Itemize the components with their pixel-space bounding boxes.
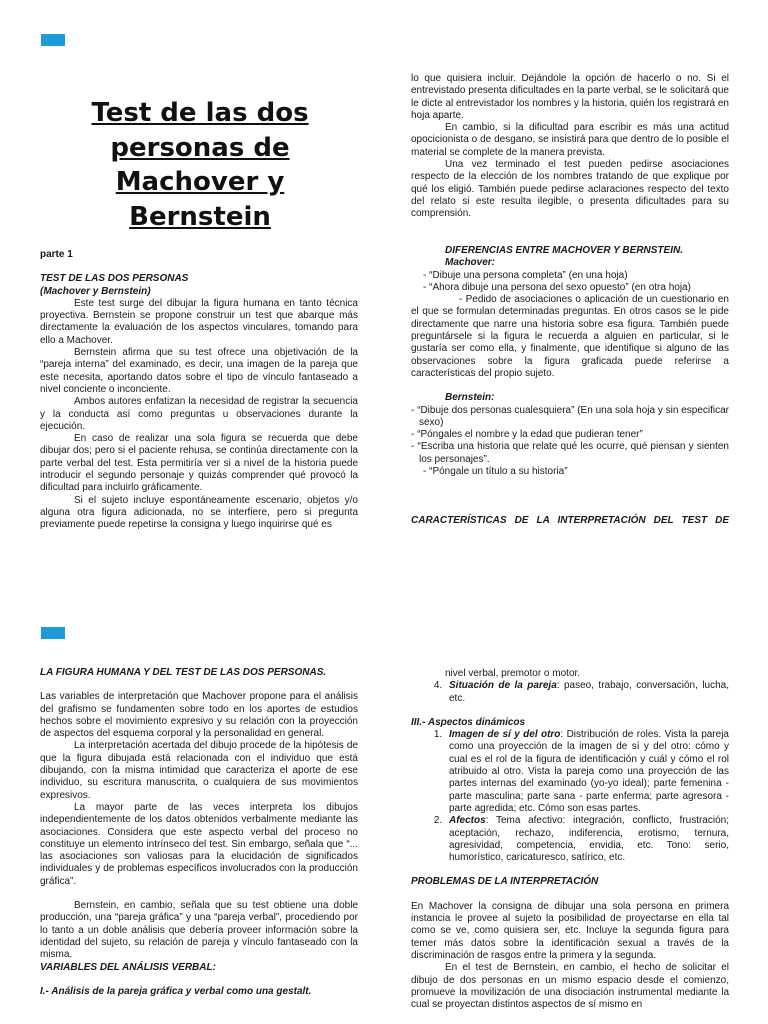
page1-right-column	[411, 73, 729, 221]
section-heading: TEST DE LAS DOS PERSONAS	[40, 273, 189, 285]
numbered-list	[411, 680, 729, 705]
paragraph: Ambos autores enfatizan la necesidad de registrar la secuencia y la conducta así como preguntas u observaciones durante la ejecución.	[40, 396, 358, 432]
paragraph: En el test de Bernstein, en cambio, el hecho de solicitar el dibujo de dos personas en un mismo espacio desde el comienzo, promueve la movilización de una disociación instrumental mediante la cual se proyectan distintos aspectos de sí mismo en	[411, 962, 729, 1011]
paragraph: Las variables de interpretación que Machover propone para el análisis del grafismo se fundamenten sobre todo en los aportes de estudios hechos sobre el movimiento expresivo y su relación con la proyección de aspectos del esquema corporal y la personalidad en general.	[40, 691, 358, 740]
list-item: - “Escriba una historia que relate qué les ocurre, qué piensan y sienten los personajes”.	[411, 441, 729, 465]
list-item: - “Dibuje una persona completa” (en una hoja)	[423, 269, 628, 281]
paragraph: Bernstein afirma que su test ofrece una objetivación de la “pareja interna” del examinado, es decir, una imagen de la pareja que este necesita, aportando datos sobre el tipo de vínculo fantaseado a nivel conciente o inconciente.	[40, 347, 358, 395]
page1-left-column	[40, 249, 358, 532]
continued-line: nivel verbal, premotor o motor.	[445, 668, 581, 679]
paragraph: En Machover la consigna de dibujar una sola persona en primera instancia le provee al sujeto la posibilidad de proyectarse en ella tal como se ve, como quisiera ser, etc. Incluye la segunda figura para temer más datos sobre la identificación sexual a través de la discriminación de rasgos entre la primera y la segunda.	[411, 900, 729, 961]
page2-right-column	[411, 668, 729, 1011]
characteristics-heading: CARACTERÍSTICAS DE LA INTERPRETACIÓN DEL TEST DE	[411, 515, 729, 526]
dynamic-list	[411, 729, 729, 864]
list-item: - “Póngale un título a su historia”	[423, 466, 568, 478]
differences-heading: DIFERENCIAS ENTRE MACHOVER Y BERNSTEIN.	[445, 245, 683, 256]
list-item: - “Ahora dibuje una persona del sexo opuesto” (en otra hoja)	[423, 281, 691, 293]
paragraph: Una vez terminado el test pueden pedirse asociaciones respecto de la elección de los nombres tratando de que explique por qué los eligió. También puede pedirse aclaraciones respecto del texto del relato si este resulta ilegible, o presenta dificultades para su comprensión.	[411, 159, 729, 220]
differences-section	[411, 245, 729, 478]
part-label: parte 1	[40, 249, 73, 260]
list-item: - “Dibuje dos personas cualesquiera” (En una sola hoja y sin especificar sexo)	[411, 404, 730, 428]
list-item: - “Póngales el nombre y la edad que pudieran tener”	[411, 429, 643, 441]
gestalt-heading: I.- Análisis de la pareja gráfica y verbal como una gestalt.	[40, 985, 312, 997]
machover-list	[411, 270, 729, 295]
paragraph: Este test surge del dibujar la figura humana en tanto técnica proyectiva. Bernstein se propone construir un test que abarque más directamente la evaluación de los aspectos vinculares, tomando para ello a Machover.	[40, 297, 358, 346]
list-item: 1. Imagen de sí y del otro: Distribución de roles. Vista la pareja como una proyección de la imagen de sí y del otro: cómo y cual es el rol de la figura de identificación y cuál y cómo el rol atribuido al otro. Vista la pareja como una proyección de las partes internas del examinado (yo-yo ideal); parte femenina - parte masculina; parte sana - parte enferma; parte agresora - parte agredida; etc. Cómo son esas partes.	[445, 729, 729, 815]
paragraph: lo que quisiera incluir. Dejándole la opción de hacerlo o no. Si el entrevistado presenta dificultades en la parte verbal, se le solicitará que le dicte al entrevistador los nombres y la historia, quién los registrará en hoja aparte.	[411, 73, 729, 121]
paragraph: En cambio, si la dificultad para escribir es más una actitud opocicionista o de desgano, se insistirá para que dentro de lo posible el material se complete de la manera prevista.	[411, 122, 729, 158]
bernstein-list	[411, 405, 729, 479]
list-item: 4. Situación de la pareja: paseo, trabajo, conversación, lucha, etc.	[445, 680, 729, 705]
paragraph: La mayor parte de las veces interpreta los dibujos independientemente de los datos obtenidos verbalmente mediante las asociaciones. Considera que este aspecto verbal del proceso no constituye un elemento intrínseco del test. Sin embargo, señala que “... las asociaciones son valiosas para la elucidación de significados individuales y de problemas específicos involucrados con la producción gráfica”.	[40, 801, 358, 887]
paragraph: La interpretación acertada del dibujo procede de la hipótesis de que la figura dibujada está relacionada con el individuo que está dibujando, con la misma intimidad que caracteriza el aporte de ese individuo, su escritura manuscrita, o cualquiera de sus movimientos expresivos.	[40, 740, 358, 801]
paragraph: Si el sujeto incluye espontáneamente escenario, objetos y/o alguna otra figura adicionada, no se interfiere, pero si pregunta previamente puede repetirse la consigna y luego inquirirse qué es	[40, 494, 358, 531]
page-marker	[41, 34, 65, 46]
verbal-heading: VARIABLES DEL ANÁLISIS VERBAL:	[40, 961, 216, 973]
paragraph: Bernstein, en cambio, señala que su test obtiene una doble producción, una “pareja gráfica” y una “pareja verbal”, procediendo por lo tanto a un doble análisis que debería proveer información sobre la identidad del sujeto, su relación de pareja y vínculo fantaseado con la misma.	[40, 900, 358, 961]
problems-heading: PROBLEMAS DE LA INTERPRETACIÓN	[411, 876, 599, 888]
page2-left-column	[40, 667, 358, 998]
paragraph: - Pedido de asociaciones o aplicación de un cuestionario en el que se formulan determinadas preguntas. En otros casos se le pide directamente que narre una historia sobre esa figura. También puede preguntársele si la figura le recuerda a alguien en particular, si le gustaría ser como ella, y finalmente, que identifique si alguno de las observaciones sobre la figura graficada puede referirse a características del propio sujeto.	[411, 294, 729, 379]
dynamic-heading: III.- Aspectos dinámicos	[411, 716, 526, 728]
page2-heading: LA FIGURA HUMANA Y DEL TEST DE LAS DOS PERSONAS.	[40, 667, 327, 678]
list-item: 2. Afectos: Tema afectivo: integración, conflicto, frustración; aceptación, rechazo, indiferencia, erotismo, ternura, agresividad, competencia, envidia, etc. Tono: serio, humorístico, caricaturesco, satírico, etc.	[445, 815, 729, 864]
page-marker	[41, 627, 65, 639]
paragraph: En caso de realizar una sola figura se recuerda que debe dibujar dos; pero si el paciente rehusa, se continúa directamente con la parte verbal del test. Esta permitiría ver si a nivel de la historia puede introducir el segundo personaje y quizás comprender qué provocó la dificultad para incluirlo gráficamente.	[40, 433, 358, 494]
bernstein-label: Bernstein:	[445, 392, 495, 404]
section-subheading: (Machover y Bernstein)	[40, 285, 151, 297]
document-title: Test de las dos personas de Machover y Bernstein	[91, 98, 309, 232]
machover-label: Machover:	[445, 257, 496, 269]
